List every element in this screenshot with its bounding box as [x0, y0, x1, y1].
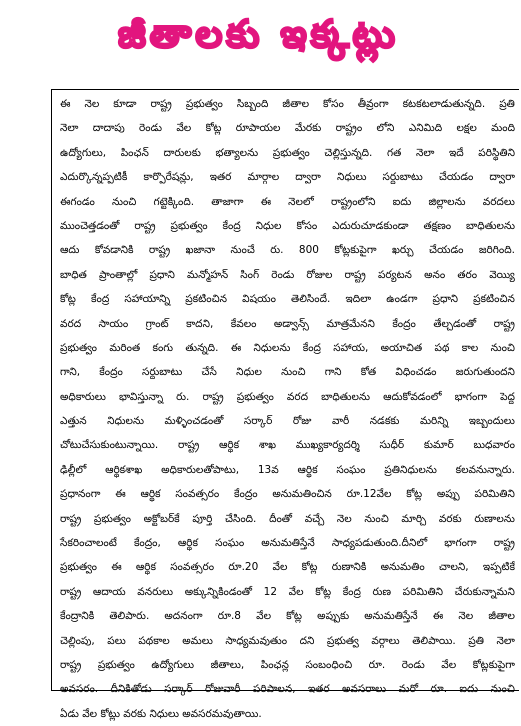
article-line: కోట్ల కేంద్ర సహాయాన్ని ప్రకటించిన విషయం తెలిసిందే. ఇదిలా ఉండగా ప్రధాని ప్రకటించిన: [60, 293, 515, 306]
article-line: ఈగండం నుంచి గట్టెక్కింది. తాజాగా ఈ నెలలో రాష్ట్రంలోని ఐదు జిల్లాలను వరదలు: [60, 195, 515, 208]
headline-box: [54, 3, 463, 74]
article-line: అవసరం. దీనికితోడు సర్కార్ రోజువారీ పరిపాలన, ఇతర అవసరాలు మరో రూ. ఐదు నుంచి: [60, 683, 515, 696]
article-line: ఉద్యోగులు, పింఛన్ దారులకు భత్యాలను ప్రభుత్వం చెల్లిస్తున్నది. గత నెలా ఇదే పరిస్థితిని: [60, 146, 515, 159]
article-line: కేంద్రానికి తెలిపారు. అదనంగా రూ.8 వేల కోట్ల అప్పుకు అనుమతిస్తేనే ఈ నెల జీతాల: [60, 610, 515, 623]
article-body: [51, 89, 519, 720]
article-line: నెలా దాదాపు రెండు వేల కోట్ల రూపాయల మేరకు రాష్ట్రం లోని ఎనిమిది లక్షల మంది: [60, 122, 515, 135]
article-line: వరద సాయం గ్రాంట్ కాదని, కేవలం అడ్వాన్స్ మాత్రమేనని కేంద్రం తేల్చడంతో రాష్ట్ర: [60, 317, 515, 330]
article-line: ఢిల్లీలో ఆర్థికశాఖ అధికారులతోపాటు, 13వ ఆర్థిక సంఘం ప్రతినిధులను కలవనున్నారు.: [60, 463, 515, 476]
article-line: ప్రభుత్వం మరింత కంగు తున్నది. ఈ నిధులను కేంద్ర సహాయ, అయాచిత పథ కాల నుంచి: [60, 341, 515, 354]
article-line: ఎత్తున నిధులను మళ్ళించడంతో సర్కార్ రోజు వారీ నడకకు మరిన్ని ఇబ్బందులు: [60, 415, 515, 428]
article-line: ప్రధానంగా ఈ ఆర్థిక సంవత్సరం కేంద్రం అనుమతించిన రూ.12వేల కోట్ల అప్పు పరిమితిని: [60, 488, 515, 501]
article-line: ఎదుర్కొన్నప్పటికీ కార్పొరేషన్లు, ఇతర మార్గాల ద్వారా నిధులు సర్దుబాటు చేయడం ద్వారా: [60, 171, 515, 184]
article-line: ప్రభుత్వం ఈ ఆర్థిక సంవత్సరం రూ.20 వేల కోట్ల రుణానికి అనుమతిం చాలని, ఇప్పటికే: [60, 561, 515, 574]
article-line: చెల్లింపు, పలు పథకాల అమలు సాధ్యమవుతుం దని ప్రభుత్వ వర్గాలు తెలిపాయి. ప్రతి నెలా: [60, 634, 515, 647]
article-line: బాధిత ప్రాంతాల్లో ప్రధాని మన్మోహన్ సింగ్ రెండు రోజుల రాష్ట్ర పర్యటన అనం తరం వెయ్యి: [60, 268, 515, 281]
article-line: రాష్ట్ర ఆదాయ వనరులు అక్కున్నికిండంతో 12 వేల కోట్ల కేంద్ర రుణ పరిమితిని చేరుకున్నామని: [60, 585, 515, 598]
article-line: గాని, కేంద్రం సర్దుబాటు చేసే నిధుల నుంచి గాని కోత విధించడం జరుగుతుందని: [60, 366, 515, 379]
article-line: ఆదు కోవడానికి రాష్ట్ర ఖజానా నుంచే రు. 800 కోట్లకుపైగా ఖర్చు చేయడం జరిగింది.: [60, 244, 515, 257]
headline: జీతాలకు ఇక్కట్లు: [118, 11, 399, 56]
article-line: ఏడు వేల కోట్లు వరకు నిధులు అవసరమవుతాయి.: [60, 707, 262, 720]
article-line: రాష్ట్ర ప్రభుత్వం అక్టోబర్‌కే పూర్తి చేసింది. దీంతో వచ్చే నెల నుంచి మార్చి వరకు రుణాలను: [60, 512, 515, 525]
article-line: ఈ నెల కూడా రాష్ట్ర ప్రభుత్వం సిబ్బంది జీతాల కోసం తీవ్రంగా కటకటలాడుతున్నది. ప్రతి: [60, 98, 515, 110]
article-line: అధికారులు భావిస్తున్నా రు. రాష్ట్ర ప్రభుత్వం వరద బాధితులను ఆదుకోవడంలో భాగంగా పెద్ద: [60, 390, 515, 403]
article-line: ముంచెత్తడంతో రాష్ట్ర ప్రభుత్వం కేంద్ర నిధుల కోసం ఎదురుచూడకుండా తక్షణం బాధితులను: [60, 219, 515, 232]
article-line: రాష్ట్ర ప్రభుత్వం ఉద్యోగులు జీతాలు, పింఛన్ల సంబంధించి రూ. రెండు వేల కోట్లకుపైగా: [60, 658, 515, 671]
article-line: సేకరించాలంటే కేంద్రం, ఆర్థిక సంఘం అనుమతిస్తేనే సాధ్యపడుతుంది.దీనిలో భాగంగా రాష్ట్ర: [60, 537, 515, 550]
article-line: చోటుచేసుకుంటున్నాయి. రాష్ట్ర ఆర్థిక శాఖ ముఖ్యకార్యదర్శి సుధీర్ కుమార్ బుధవారం: [60, 439, 515, 452]
